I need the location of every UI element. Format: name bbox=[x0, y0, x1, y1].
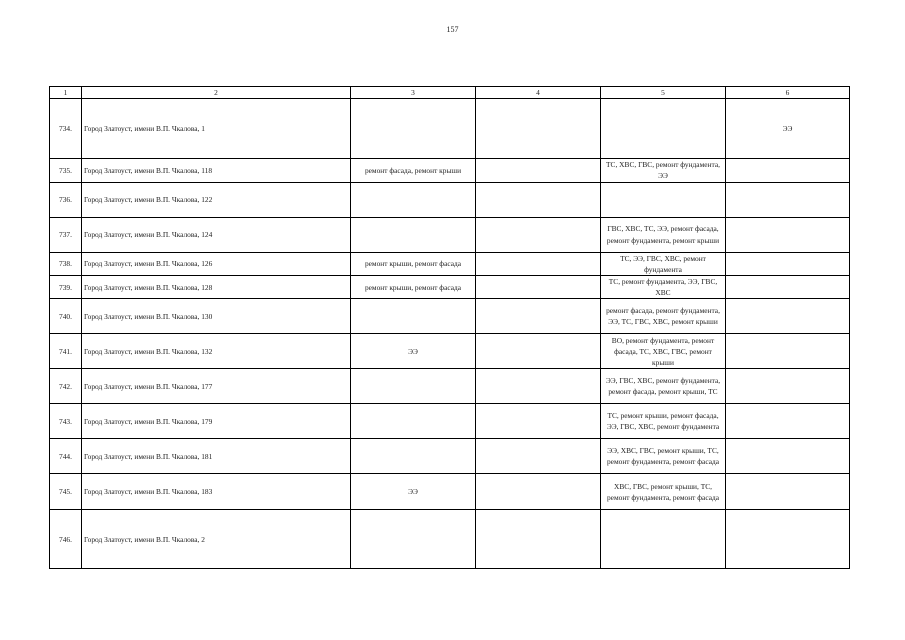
col4-cell bbox=[476, 404, 601, 439]
col6-cell bbox=[726, 369, 850, 404]
table-row bbox=[50, 99, 850, 159]
col6-cell bbox=[726, 404, 850, 439]
col6-cell: ЭЭ bbox=[726, 99, 850, 159]
col4-cell bbox=[476, 299, 601, 334]
column-header: 3 bbox=[351, 87, 476, 99]
row-number: 741. bbox=[50, 334, 82, 369]
row-number: 742. bbox=[50, 369, 82, 404]
col5-cell: ЭЭ, ГВС, ХВС, ремонт фундамента, ремонт фасада, ремонт крыши, ТС bbox=[601, 369, 726, 404]
col3-cell bbox=[351, 217, 476, 252]
col4-cell bbox=[476, 439, 601, 474]
page-number: 157 bbox=[446, 25, 459, 34]
address-cell: Город Златоуст, имени В.П. Чкалова, 130 bbox=[82, 299, 351, 334]
col5-cell: ЭЭ, ХВС, ГВС, ремонт крыши, ТС, ремонт фундамента, ремонт фасада bbox=[601, 439, 726, 474]
address-cell: Город Златоуст, имени В.П. Чкалова, 2 bbox=[82, 510, 351, 569]
col6-cell bbox=[726, 334, 850, 369]
col3-cell bbox=[351, 404, 476, 439]
address-cell: Город Златоуст, имени В.П. Чкалова, 126 bbox=[82, 252, 351, 275]
col4-cell bbox=[476, 334, 601, 369]
col4-cell bbox=[476, 474, 601, 510]
address-cell: Город Златоуст, имени В.П. Чкалова, 132 bbox=[82, 334, 351, 369]
col3-cell bbox=[351, 299, 476, 334]
column-header: 1 bbox=[50, 87, 82, 99]
table-row bbox=[50, 182, 850, 217]
registry-table bbox=[49, 86, 850, 569]
col5-cell: ГВС, ХВС, ТС, ЭЭ, ремонт фасада, ремонт фундамента, ремонт крыши bbox=[601, 217, 726, 252]
column-header: 6 bbox=[726, 87, 850, 99]
col5-cell: ХВС, ГВС, ремонт крыши, ТС, ремонт фундамента, ремонт фасада bbox=[601, 474, 726, 510]
address-cell: Город Златоуст, имени В.П. Чкалова, 183 bbox=[82, 474, 351, 510]
col6-cell bbox=[726, 159, 850, 182]
table-row bbox=[50, 510, 850, 569]
col3-cell bbox=[351, 182, 476, 217]
col3-cell bbox=[351, 510, 476, 569]
table-row bbox=[50, 439, 850, 474]
address-cell: Город Златоуст, имени В.П. Чкалова, 124 bbox=[82, 217, 351, 252]
row-number: 744. bbox=[50, 439, 82, 474]
col6-cell bbox=[726, 299, 850, 334]
column-header: 4 bbox=[476, 87, 601, 99]
row-number: 740. bbox=[50, 299, 82, 334]
col6-cell bbox=[726, 182, 850, 217]
address-cell: Город Златоуст, имени В.П. Чкалова, 1 bbox=[82, 99, 351, 159]
col3-cell bbox=[351, 369, 476, 404]
table-row bbox=[50, 369, 850, 404]
col5-cell: ТС, ремонт фундамента, ЭЭ, ГВС, ХВС bbox=[601, 276, 726, 299]
col6-cell bbox=[726, 439, 850, 474]
col6-cell bbox=[726, 474, 850, 510]
header-row bbox=[50, 87, 850, 99]
row-number: 743. bbox=[50, 404, 82, 439]
address-cell: Город Златоуст, имени В.П. Чкалова, 122 bbox=[82, 182, 351, 217]
col4-cell bbox=[476, 99, 601, 159]
col4-cell bbox=[476, 182, 601, 217]
address-cell: Город Златоуст, имени В.П. Чкалова, 128 bbox=[82, 276, 351, 299]
table-row bbox=[50, 299, 850, 334]
col6-cell bbox=[726, 276, 850, 299]
row-number: 746. bbox=[50, 510, 82, 569]
table-row bbox=[50, 474, 850, 510]
col5-cell bbox=[601, 182, 726, 217]
col6-cell bbox=[726, 510, 850, 569]
table-row bbox=[50, 276, 850, 299]
col5-cell: ТС, ЭЭ, ГВС, ХВС, ремонт фундамента bbox=[601, 252, 726, 275]
address-cell: Город Златоуст, имени В.П. Чкалова, 179 bbox=[82, 404, 351, 439]
table-row bbox=[50, 404, 850, 439]
col3-cell: ремонт крыши, ремонт фасада bbox=[351, 276, 476, 299]
col5-cell bbox=[601, 510, 726, 569]
col4-cell bbox=[476, 276, 601, 299]
col3-cell bbox=[351, 99, 476, 159]
col5-cell: ТС, ХВС, ГВС, ремонт фундамента, ЭЭ bbox=[601, 159, 726, 182]
table-row bbox=[50, 159, 850, 182]
col3-cell: ЭЭ bbox=[351, 334, 476, 369]
col4-cell bbox=[476, 369, 601, 404]
column-header: 5 bbox=[601, 87, 726, 99]
table-row bbox=[50, 217, 850, 252]
address-cell: Город Златоуст, имени В.П. Чкалова, 118 bbox=[82, 159, 351, 182]
col4-cell bbox=[476, 252, 601, 275]
col4-cell bbox=[476, 217, 601, 252]
row-number: 736. bbox=[50, 182, 82, 217]
row-number: 739. bbox=[50, 276, 82, 299]
col3-cell: ремонт крыши, ремонт фасада bbox=[351, 252, 476, 275]
row-number: 735. bbox=[50, 159, 82, 182]
col3-cell: ремонт фасада, ремонт крыши bbox=[351, 159, 476, 182]
col6-cell bbox=[726, 252, 850, 275]
address-cell: Город Златоуст, имени В.П. Чкалова, 181 bbox=[82, 439, 351, 474]
row-number: 734. bbox=[50, 99, 82, 159]
col5-cell: ВО, ремонт фундамента, ремонт фасада, ТС, ХВС, ГВС, ремонт крыши bbox=[601, 334, 726, 369]
col5-cell bbox=[601, 99, 726, 159]
col4-cell bbox=[476, 510, 601, 569]
row-number: 737. bbox=[50, 217, 82, 252]
col5-cell: ремонт фасада, ремонт фундамента, ЭЭ, ТС, ГВС, ХВС, ремонт крыши bbox=[601, 299, 726, 334]
col6-cell bbox=[726, 217, 850, 252]
row-number: 738. bbox=[50, 252, 82, 275]
column-header: 2 bbox=[82, 87, 351, 99]
row-number: 745. bbox=[50, 474, 82, 510]
col3-cell bbox=[351, 439, 476, 474]
table-row bbox=[50, 252, 850, 275]
address-cell: Город Златоуст, имени В.П. Чкалова, 177 bbox=[82, 369, 351, 404]
col5-cell: ТС, ремонт крыши, ремонт фасада, ЭЭ, ГВС, ХВС, ремонт фундамента bbox=[601, 404, 726, 439]
col4-cell bbox=[476, 159, 601, 182]
table-row bbox=[50, 334, 850, 369]
col3-cell: ЭЭ bbox=[351, 474, 476, 510]
